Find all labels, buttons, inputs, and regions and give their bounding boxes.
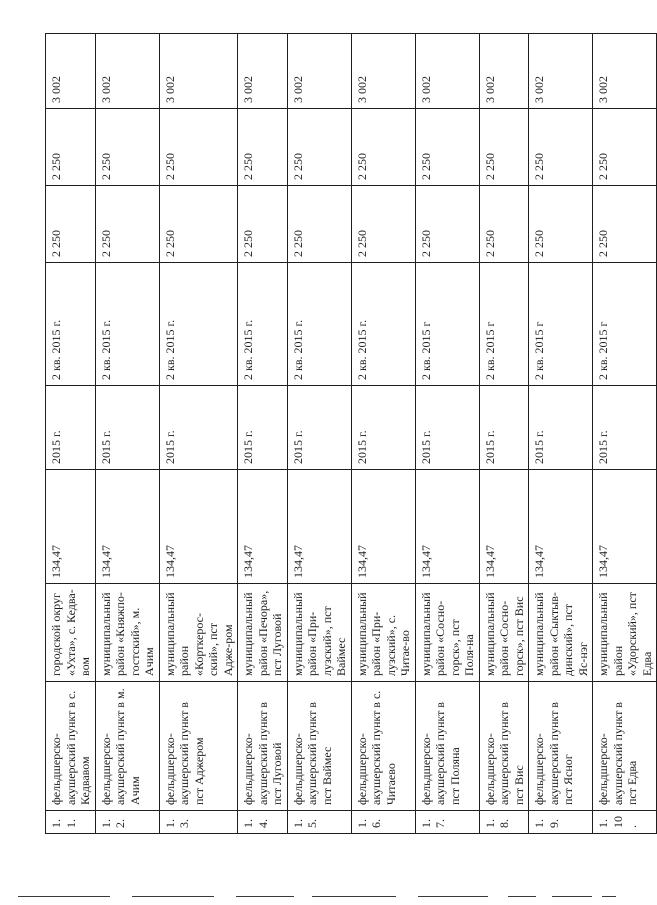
table-row (415, 34, 479, 834)
facility-location: муниципальный район «При-лузский», пст Ваймес (287, 584, 351, 682)
scan-artifact-line (132, 896, 214, 897)
scan-artifact-line (508, 896, 536, 897)
row-number: 1.6. (351, 811, 415, 834)
construction-year: 2015 г. (415, 386, 479, 470)
facility-area: 134,47 (593, 470, 657, 584)
facility-area: 134,47 (95, 470, 159, 584)
construction-year: 2015 г. (46, 386, 96, 470)
facility-name: фельдшерско-акушерский пункт в пст Вис (479, 682, 529, 811)
scan-artifact-line (18, 896, 110, 897)
scan-artifact-line (418, 896, 488, 897)
facility-area: 134,47 (238, 470, 288, 584)
completion-quarter: 2 кв. 2015 г. (46, 263, 96, 386)
value-1: 2 250 (238, 186, 288, 263)
facility-name: фельдшерско-акушерский пункт в пст Аджером (159, 682, 238, 811)
facility-location: муниципальный район «Печора», пст Луговой (238, 584, 288, 682)
construction-year: 2015 г. (287, 386, 351, 470)
table-row (238, 34, 288, 834)
value-3: 3 002 (593, 34, 657, 109)
value-2: 2 250 (479, 109, 529, 186)
facility-name: фельдшерско-акушерский пункт в пст Ваймес (287, 682, 351, 811)
facility-name: фельдшерско-акушерский пункт в с. Кедвавом (46, 682, 96, 811)
facility-location: муниципальный район «Княжпо-гостский», м. Ачим (95, 584, 159, 682)
facility-name: фельдшерско-акушерский пункт в с. Читаево (351, 682, 415, 811)
value-2: 2 250 (46, 109, 96, 186)
completion-quarter: 2 кв. 2015 г (593, 263, 657, 386)
value-3: 3 002 (529, 34, 593, 109)
value-2: 2 250 (159, 109, 238, 186)
table-row (593, 34, 657, 834)
value-1: 2 250 (351, 186, 415, 263)
value-1: 2 250 (529, 186, 593, 263)
construction-year: 2015 г. (159, 386, 238, 470)
facilities-table (45, 33, 657, 834)
completion-quarter: 2 кв. 2015 г. (159, 263, 238, 386)
scan-artifact-line (602, 896, 616, 897)
table-row (159, 34, 238, 834)
scan-artifact-line (552, 896, 592, 897)
value-3: 3 002 (415, 34, 479, 109)
construction-year: 2015 г. (593, 386, 657, 470)
scan-artifact-line (312, 896, 396, 897)
value-2: 2 250 (415, 109, 479, 186)
table-row (287, 34, 351, 834)
table-row (46, 34, 96, 834)
value-2: 2 250 (593, 109, 657, 186)
facility-area: 134,47 (351, 470, 415, 584)
construction-year: 2015 г. (529, 386, 593, 470)
value-3: 3 002 (287, 34, 351, 109)
facility-name: фельдшерско-акушерский пункт в пст Ясног (529, 682, 593, 811)
value-1: 2 250 (159, 186, 238, 263)
facility-name: фельдшерско-акушерский пункт в пст Едва (593, 682, 657, 811)
facility-area: 134,47 (46, 470, 96, 584)
facility-location: муниципальный район «При-лузский», с. Читае-во (351, 584, 415, 682)
scan-artifact-line (236, 896, 294, 897)
facility-location: муниципальный район «Сосно-горск», пст Вис (479, 584, 529, 682)
completion-quarter: 2 кв. 2015 г. (351, 263, 415, 386)
value-2: 2 250 (351, 109, 415, 186)
row-number: 1.7. (415, 811, 479, 834)
facility-location: муниципальный район «Сыктыв-динский», пст Яс-нэг (529, 584, 593, 682)
completion-quarter: 2 кв. 2015 г. (287, 263, 351, 386)
facility-name: фельдшерско-акушерский пункт в м. Ачим (95, 682, 159, 811)
table-row (479, 34, 529, 834)
table-row (351, 34, 415, 834)
facility-area: 134,47 (529, 470, 593, 584)
table-row (95, 34, 159, 834)
completion-quarter: 2 кв. 2015 г (529, 263, 593, 386)
facility-location: муниципальный район «Сосно-горск», пст Поля-на (415, 584, 479, 682)
construction-year: 2015 г. (238, 386, 288, 470)
facility-location: муниципальный район «Корткерос-ский», пст Адже-ром (159, 584, 238, 682)
facility-area: 134,47 (287, 470, 351, 584)
value-3: 3 002 (351, 34, 415, 109)
completion-quarter: 2 кв. 2015 г (479, 263, 529, 386)
value-1: 2 250 (46, 186, 96, 263)
table-row (529, 34, 593, 834)
row-number: 1.10. (593, 811, 657, 834)
facility-name: фельдшерско-акушерский пункт в пст Луговой (238, 682, 288, 811)
facility-area: 134,47 (479, 470, 529, 584)
value-3: 3 002 (46, 34, 96, 109)
facility-location: городской округ «Ухта», с. Кедва-вом (46, 584, 96, 682)
value-3: 3 002 (159, 34, 238, 109)
row-number: 1.4. (238, 811, 288, 834)
value-1: 2 250 (593, 186, 657, 263)
value-2: 2 250 (238, 109, 288, 186)
row-number: 1.5. (287, 811, 351, 834)
value-3: 3 002 (95, 34, 159, 109)
value-2: 2 250 (95, 109, 159, 186)
facility-area: 134,47 (159, 470, 238, 584)
value-1: 2 250 (287, 186, 351, 263)
value-2: 2 250 (529, 109, 593, 186)
completion-quarter: 2 кв. 2015 г (415, 263, 479, 386)
value-2: 2 250 (287, 109, 351, 186)
construction-year: 2015 г. (479, 386, 529, 470)
completion-quarter: 2 кв. 2015 г. (238, 263, 288, 386)
construction-year: 2015 г. (95, 386, 159, 470)
construction-year: 2015 г. (351, 386, 415, 470)
row-number: 1.8. (479, 811, 529, 834)
completion-quarter: 2 кв. 2015 г. (95, 263, 159, 386)
row-number: 1.2. (95, 811, 159, 834)
row-number: 1.9. (529, 811, 593, 834)
value-3: 3 002 (479, 34, 529, 109)
row-number: 1.1. (46, 811, 96, 834)
facility-name: фельдшерско-акушерский пункт в пст Поляна (415, 682, 479, 811)
row-number: 1.3. (159, 811, 238, 834)
facility-location: муниципальный район «Удорский», пст Едва (593, 584, 657, 682)
value-1: 2 250 (479, 186, 529, 263)
value-3: 3 002 (238, 34, 288, 109)
rotated-table-container (45, 34, 654, 834)
value-1: 2 250 (415, 186, 479, 263)
facility-area: 134,47 (415, 470, 479, 584)
value-1: 2 250 (95, 186, 159, 263)
